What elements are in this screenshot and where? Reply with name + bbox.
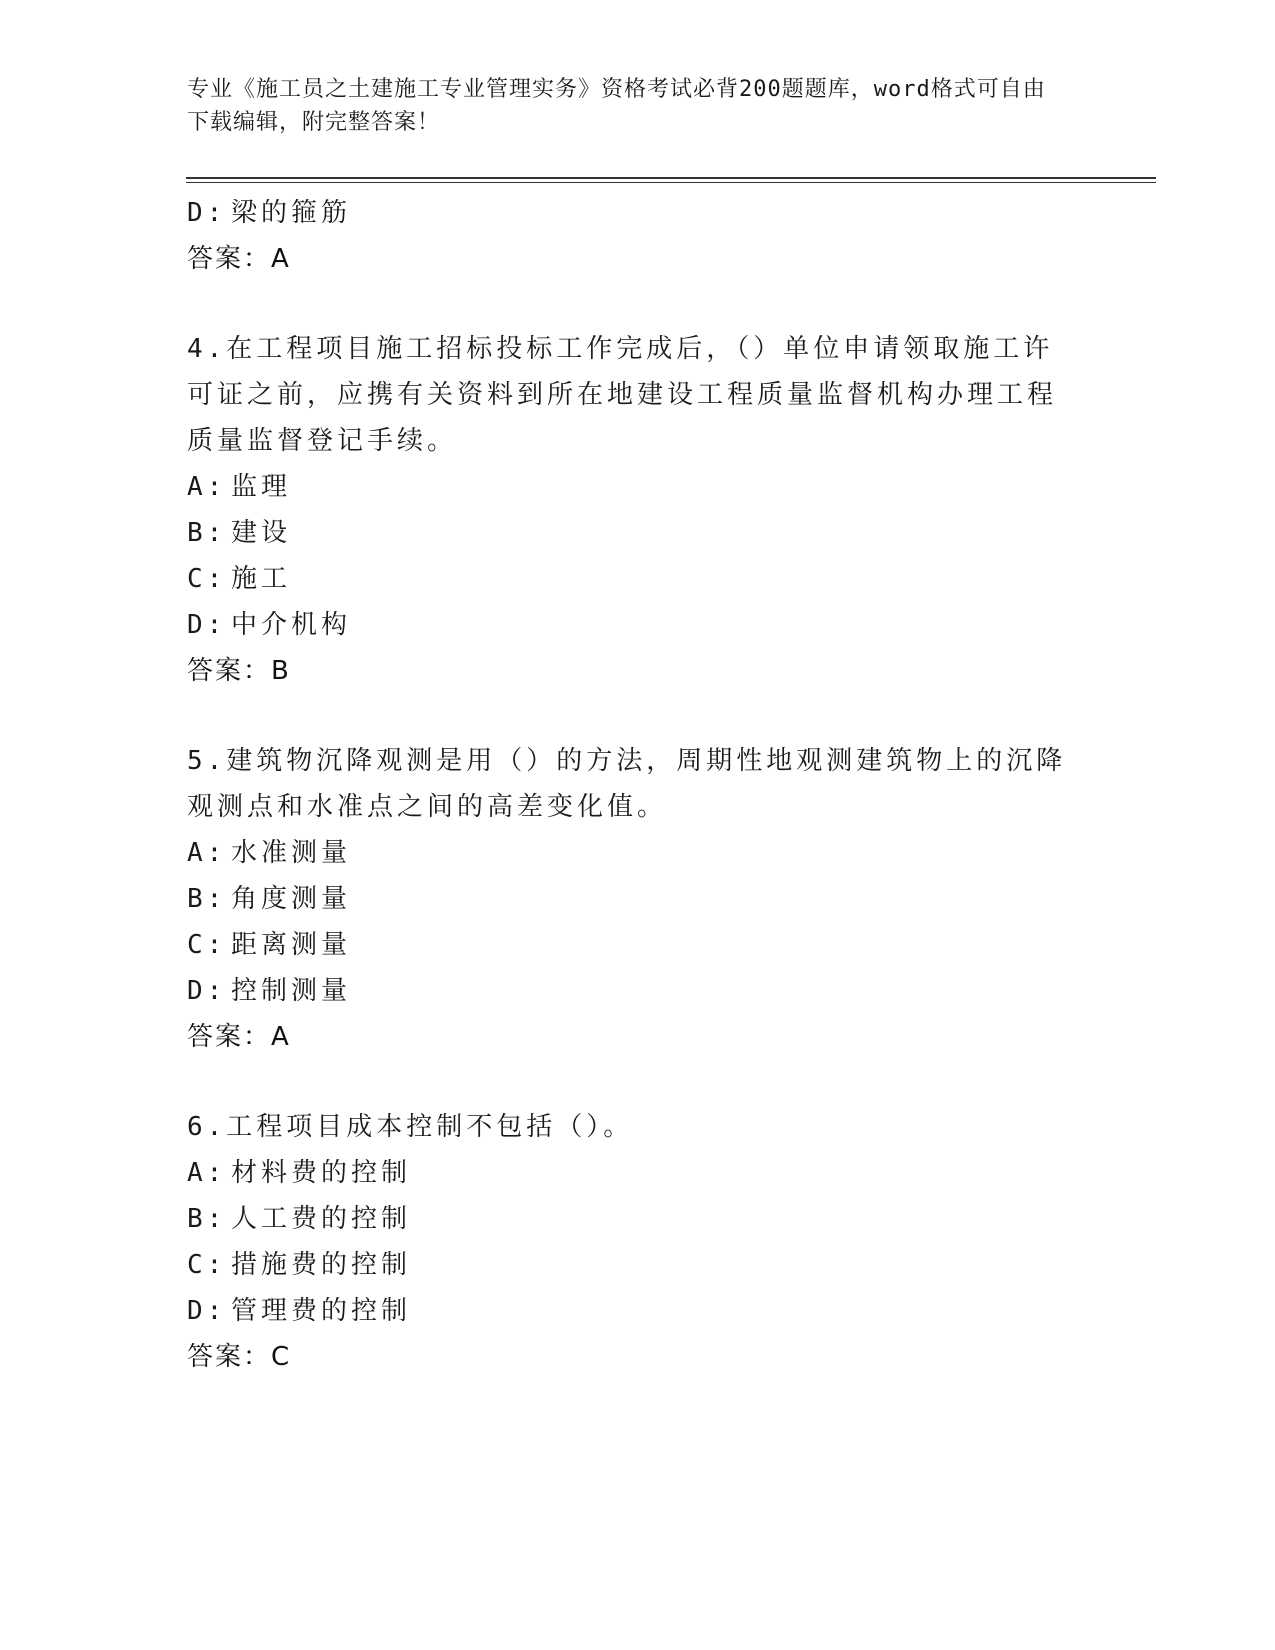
option-key: C: xyxy=(187,930,227,960)
option-key: B: xyxy=(187,884,227,914)
option-key: C: xyxy=(187,564,227,594)
question-5 xyxy=(187,738,1067,1060)
option-text: 材料费的控制 xyxy=(231,1158,412,1188)
option-c xyxy=(187,1242,1067,1288)
answer-line: 答案：A xyxy=(187,1022,291,1052)
option-d xyxy=(187,602,1067,648)
option-key: B: xyxy=(187,518,227,548)
option-text: 角度测量 xyxy=(231,884,352,914)
option-text: 距离测量 xyxy=(231,930,352,960)
option-text: 水准测量 xyxy=(231,838,352,868)
document-body xyxy=(187,190,1067,1380)
option-c xyxy=(187,922,1067,968)
option-a xyxy=(187,830,1067,876)
option-text: 施工 xyxy=(231,564,292,594)
option-text: 监理 xyxy=(231,472,292,502)
option-c xyxy=(187,556,1067,602)
option-key: A: xyxy=(187,472,227,502)
option-key: A: xyxy=(187,1158,227,1188)
option-b xyxy=(187,510,1067,556)
option-text: 措施费的控制 xyxy=(231,1250,412,1280)
answer-line: 答案：C xyxy=(187,1342,292,1372)
option-key: C: xyxy=(187,1250,227,1280)
page-header: 专业《施工员之土建施工专业管理实务》资格考试必背200题题库，word格式可自由下载编辑，附完整答案！ xyxy=(187,77,1046,135)
option-key: D: xyxy=(187,976,227,1006)
option-text: 梁的箍筋 xyxy=(231,198,352,228)
question-stem: 4.在工程项目施工招标投标工作完成后，（）单位申请领取施工许可证之前，应携有关资料到所在地建设工程质量监督机构办理工程质量监督登记手续。 xyxy=(187,334,1058,456)
option-key: B: xyxy=(187,1204,227,1234)
option-text: 管理费的控制 xyxy=(231,1296,412,1326)
option-key: A: xyxy=(187,838,227,868)
answer-line: 答案：B xyxy=(187,656,291,686)
option-text: 建设 xyxy=(231,518,292,548)
header-divider xyxy=(186,177,1156,183)
option-key: D: xyxy=(187,610,227,640)
option-text: 中介机构 xyxy=(231,610,352,640)
option-text: 人工费的控制 xyxy=(231,1204,412,1234)
answer-line: 答案：A xyxy=(187,244,291,274)
option-d xyxy=(187,1288,1067,1334)
question-stem: 6.工程项目成本控制不包括（）。 xyxy=(187,1112,634,1142)
option-text: 控制测量 xyxy=(231,976,352,1006)
option-key: D: xyxy=(187,1296,227,1326)
option-b xyxy=(187,1196,1067,1242)
question-4 xyxy=(187,326,1067,694)
option-a xyxy=(187,1150,1067,1196)
continued-question xyxy=(187,190,1067,282)
option-b xyxy=(187,876,1067,922)
option-d xyxy=(187,190,1067,236)
option-d xyxy=(187,968,1067,1014)
question-6 xyxy=(187,1104,1067,1380)
option-a xyxy=(187,464,1067,510)
question-stem: 5.建筑物沉降观测是用（）的方法，周期性地观测建筑物上的沉降观测点和水准点之间的高差变化值。 xyxy=(187,746,1067,822)
option-key: D: xyxy=(187,198,227,228)
